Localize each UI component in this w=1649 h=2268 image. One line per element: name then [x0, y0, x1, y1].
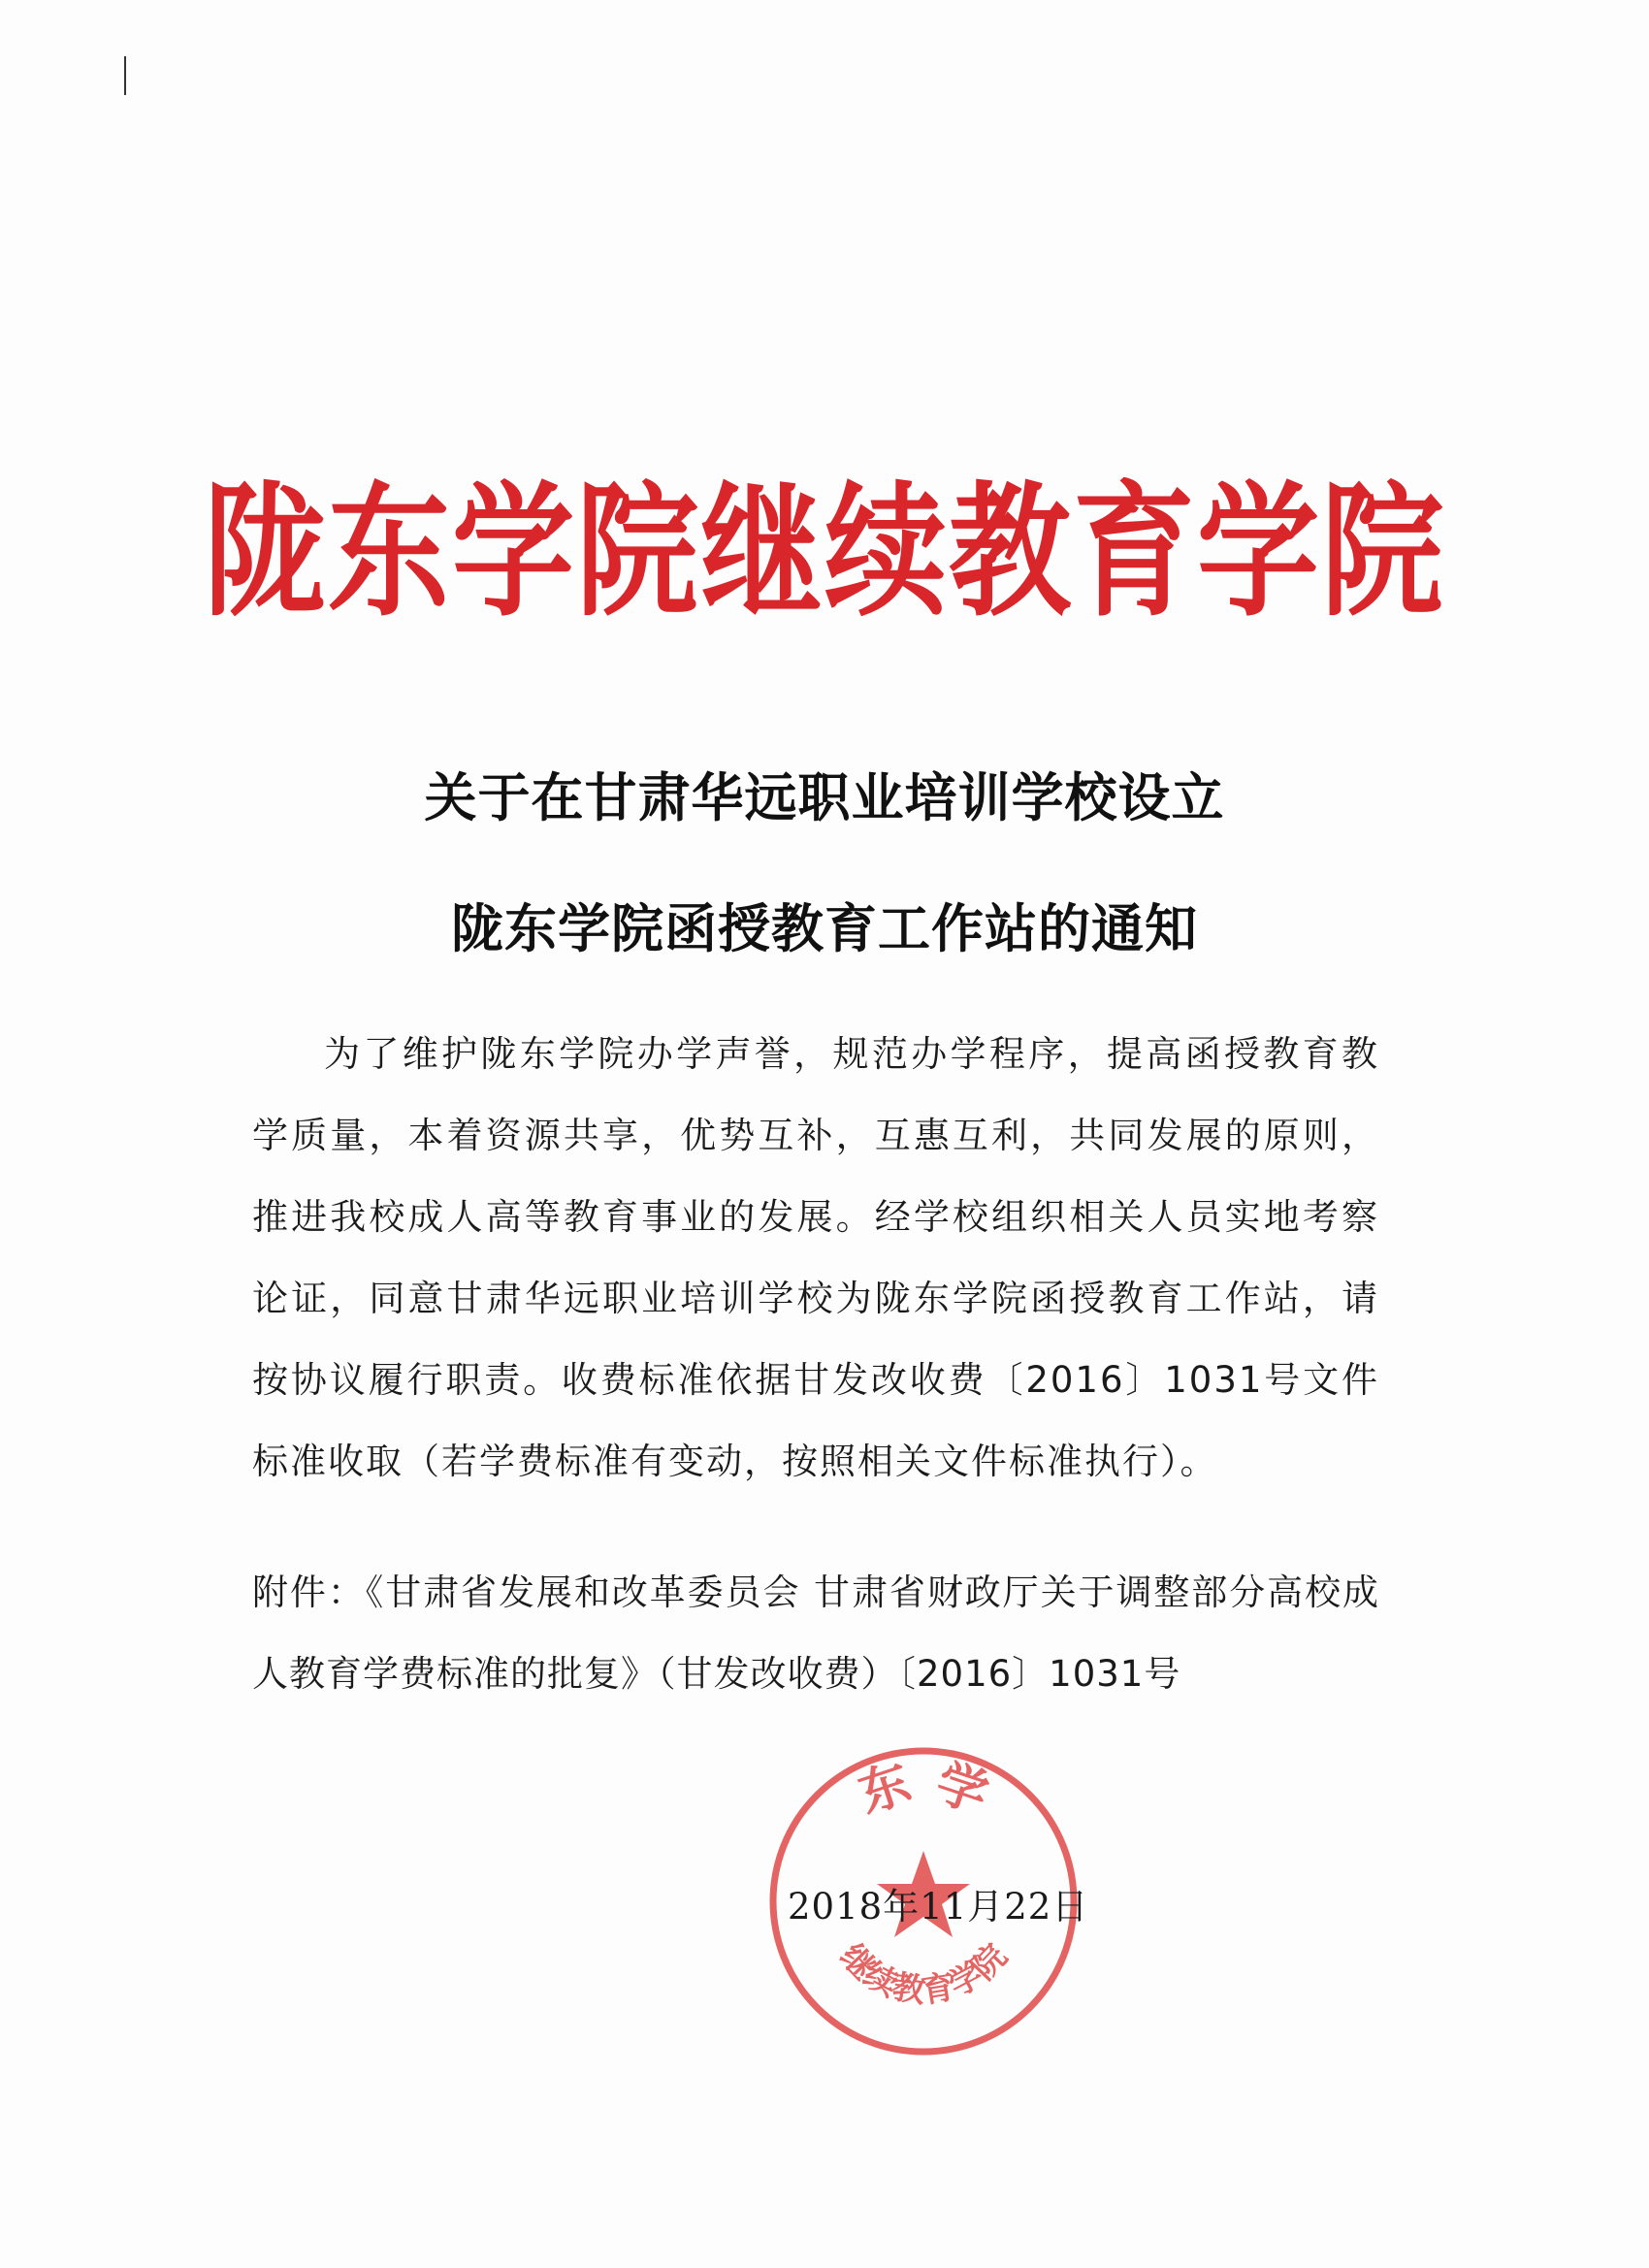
seal-top-text: 东 学 [851, 1752, 996, 1826]
letterhead-org-name: 陇东学院继续教育学院 [204, 467, 1445, 636]
scan-edge-mark [124, 56, 126, 95]
document-date: 2018年11月22日 [788, 1886, 1089, 1928]
document-title-line-1: 关于在甘肃华远职业培训学校设立 [424, 766, 1225, 828]
document-title-line-2: 陇东学院函授教育工作站的通知 [451, 897, 1198, 959]
attachment-note: 附件：《甘肃省发展和改革委员会 甘肃省财政厅关于调整部分高校成人教育学费标准的批复》（甘发改收费）〔2016〕1031号 [252, 1571, 1379, 1695]
seal-bottom-text: 继续教育学院 [831, 1936, 1016, 2012]
body-paragraph: 为了维护陇东学院办学声誉，规范办学程序，提高函授教育教学质量，本着资源共享，优势互补，互惠互利，共同发展的原则，推进我校成人高等教育事业的发展。经学校组织相关人员实地考察论证，同意甘肃华远职业培训学校为陇东学院函授教育工作站，请按协议履行职责。收费标准依据甘发改收费〔2016〕1031号文件标准收取（若学费标准有变动，按照相关文件标准执行）。 [252, 1033, 1379, 1482]
